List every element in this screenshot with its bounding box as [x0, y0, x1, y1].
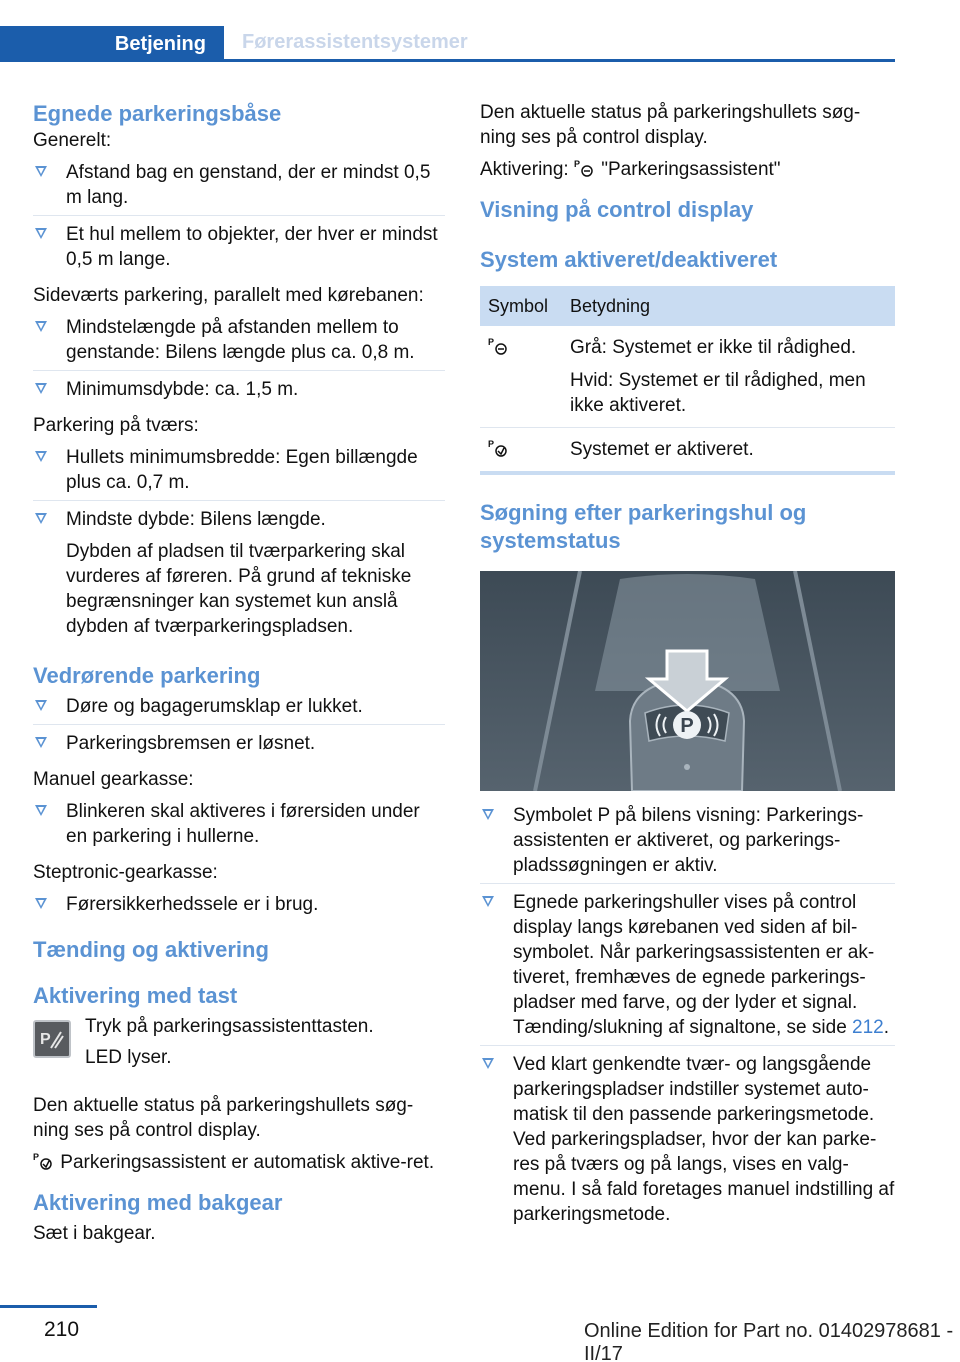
sidevaerts-label: Sideværts parkering, parallelt med kørebanen:: [33, 285, 424, 306]
table-cell: Systemet er aktiveret.: [562, 428, 895, 474]
edition-text: Online Edition for Part no. 01402978681 - II/17: [584, 1320, 954, 1362]
table-cell: Hvid: Systemet er til rådighed, men ikke aktiveret.: [570, 370, 866, 416]
status-list: [480, 803, 895, 1232]
header-rule: [0, 59, 895, 62]
list-item: Førersikkerhedssele er i brug.: [33, 892, 445, 922]
parking-assistant-button-icon: [33, 1020, 71, 1058]
symbol-table: [480, 286, 895, 475]
heading-vedroerende-parkering: Vedrørende parkering: [33, 663, 261, 688]
svg-text:P: P: [488, 439, 495, 449]
parking-assistant-active-icon: [33, 1151, 55, 1171]
left-column: [33, 100, 445, 1253]
car-indicator-dot: [684, 764, 690, 770]
col-header-betydning: Betydning: [562, 286, 895, 326]
bakgear-text: Sæt i bakgear.: [33, 1223, 156, 1244]
svg-text:P: P: [33, 1152, 40, 1162]
list-item: Et hul mellem to objekter, der hver er mindst 0,5 m lange.: [33, 222, 445, 277]
vedr-list: [33, 694, 445, 761]
heading-visning-paa-control-display: Visning på control display: [480, 197, 754, 222]
bullet-triangle-icon: [35, 737, 47, 748]
page-link-212[interactable]: 212: [852, 1017, 884, 1038]
footer-rule: [0, 1305, 97, 1308]
bullet-triangle-icon: [35, 513, 47, 524]
steptronic-list: [33, 892, 445, 922]
tvaers-extra-text: Dybden af pladsen til tværparkering skal vurderes af føreren. På grund af tekniske begrænsninger kan systemet kun anslå dybden af tværparkeringspladsen.: [66, 541, 412, 637]
heading-system-aktiveret-deaktiveret: System aktiveret/deaktiveret: [480, 247, 778, 272]
bullet-triangle-icon: [482, 809, 494, 820]
parking-p-letter: P: [680, 715, 694, 737]
bullet-triangle-icon: [35, 166, 47, 177]
parking-assistant-active-icon: [488, 438, 510, 458]
bullet-triangle-icon: [482, 896, 494, 907]
svg-text:P: P: [40, 1031, 51, 1048]
manuel-list: [33, 799, 445, 854]
generelt-list: [33, 160, 445, 277]
list-item: Egnede parkeringshuller vises på control display langs kørebanen ved siden af bil-symbolet. Når parkeringsassistenten er ak-tiveret, fremhæves de egnede parkerings-pladser med farve, og der lyder et signal. Tænding/slukning af signaltone, se side 212.: [480, 890, 895, 1046]
tab-forerassistentsystemer[interactable]: Førerassistentsystemer: [242, 31, 468, 53]
tvaers-label: Parkering på tværs:: [33, 415, 199, 436]
bullet-triangle-icon: [35, 228, 47, 239]
manuel-label: Manuel gearkasse:: [33, 769, 194, 790]
tast-row: [33, 1014, 445, 1077]
heading-egnede-parkeringsbaase: Egnede parkeringsbåse: [33, 101, 282, 126]
heading-aktivering-med-tast: Aktivering med tast: [33, 983, 238, 1008]
table-row: [480, 428, 895, 474]
sidevaerts-list: [33, 315, 445, 407]
bullet-triangle-icon: [35, 383, 47, 394]
bullet-triangle-icon: [35, 898, 47, 909]
list-item: Mindstelængde på afstanden mellem to genstande: Bilens længde plus ca. 0,8 m.: [33, 315, 445, 371]
heading-taending-og-aktivering: Tænding og aktivering: [33, 937, 269, 962]
svg-text:P: P: [488, 337, 495, 347]
svg-text:P: P: [573, 159, 580, 169]
control-display-image: [480, 571, 895, 791]
bullet-triangle-icon: [35, 700, 47, 711]
bullet-triangle-icon: [35, 321, 47, 332]
list-item: Døre og bagagerumsklap er lukket.: [33, 694, 445, 725]
right-column: [480, 100, 895, 1238]
tast-line-1: Tryk på parkeringsassistenttasten.: [85, 1016, 374, 1037]
heading-soegning-efter-parkeringshul: Søgning efter parkeringshul og systemstatus: [480, 500, 807, 553]
list-item: Ved klart genkendte tvær- og langsgående parkeringspladser indstiller systemet auto-matisk til den passende parkeringsmetode. Ved parkeringspladser, hvor der kan parke-res på tværs og på langs, vises en valg-menu. I så fald foretages manuel indstilling af parkeringsmetode.: [480, 1052, 895, 1232]
steptronic-label: Steptronic-gearkasse:: [33, 862, 218, 883]
generelt-label: Generelt:: [33, 130, 112, 151]
list-item: Mindste dybde: Bilens længde. Dybden af pladsen til tværparkering skal vurderes af føreren. På grund af tekniske begrænsninger kan systemet kun anslå dybden af tværparkeringspladsen.: [33, 507, 445, 644]
list-item: Hullets minimumsbredde: Egen billængde plus ca. 0,7 m.: [33, 445, 445, 501]
bullet-triangle-icon: [35, 451, 47, 462]
table-row: [480, 326, 895, 428]
right-status-text: Den aktuelle status på parkeringshullets søg-ning ses på control display.: [480, 102, 861, 148]
bullet-triangle-icon: [35, 805, 47, 816]
parking-assistant-inactive-icon: [488, 336, 510, 356]
list-item: Minimumsdybde: ca. 1,5 m.: [33, 377, 445, 407]
bullet-triangle-icon: [482, 1058, 494, 1069]
col-header-symbol: Symbol: [480, 286, 562, 326]
tvaers-list: [33, 445, 445, 644]
aktivering-line: Aktivering: P "Parkeringsassistent": [480, 159, 781, 180]
left-status-text: Den aktuelle status på parkeringshullets søg-ning ses på control display.: [33, 1095, 414, 1141]
tab-betjening[interactable]: Betjening: [0, 26, 224, 62]
heading-aktivering-med-bakgear: Aktivering med bakgear: [33, 1190, 283, 1215]
list-item: Symbolet P på bilens visning: Parkerings-assistenten er aktiveret, og parkerings-pladssøgningen er aktiv.: [480, 803, 895, 884]
list-item: Blinkeren skal aktiveres i førersiden under en parkering i hullerne.: [33, 799, 445, 854]
header-bar: [0, 26, 895, 62]
page-number: 210: [44, 1318, 80, 1341]
auto-activation-para: P Parkeringsassistent er automatisk aktive-ret.: [33, 1152, 435, 1173]
table-cell: Grå: Systemet er ikke til rådighed.: [570, 337, 857, 358]
list-item: Parkeringsbremsen er løsnet.: [33, 731, 445, 761]
tast-line-2: LED lyser.: [85, 1047, 172, 1068]
list-item: Afstand bag en genstand, der er mindst 0,5 m lang.: [33, 160, 445, 216]
parking-assistant-icon: [574, 158, 596, 178]
